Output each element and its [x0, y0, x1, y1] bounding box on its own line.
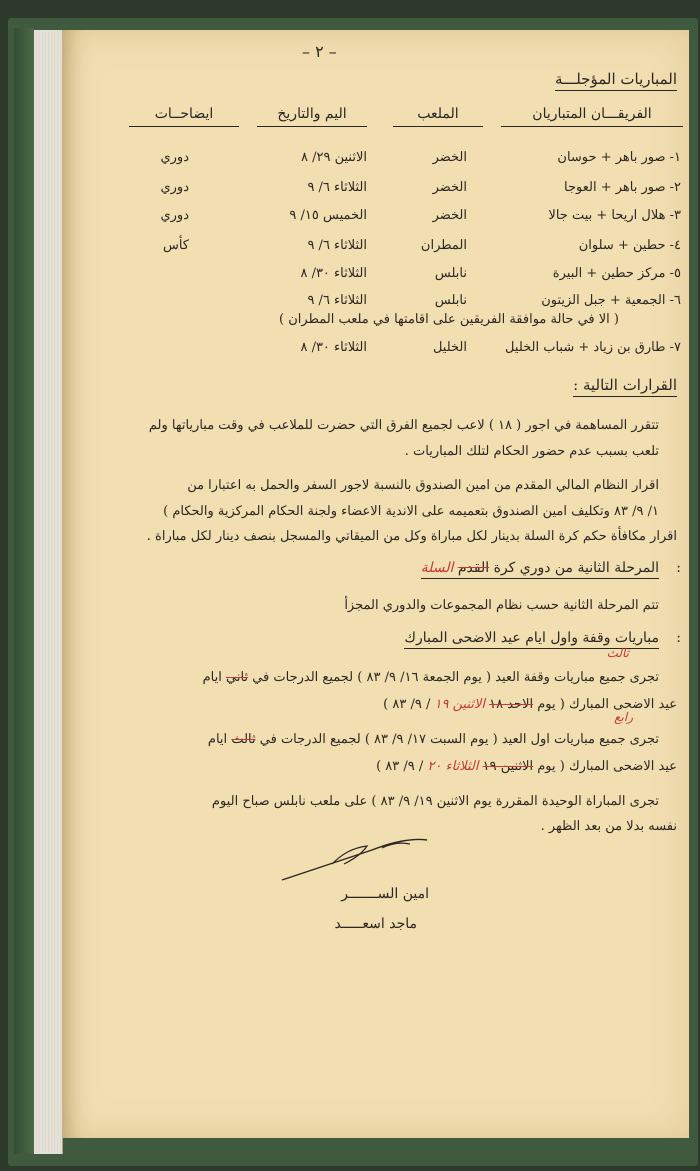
match-field: الخضر: [432, 208, 467, 223]
col-header-date: اليم والتاريخ: [257, 106, 367, 127]
col-header-field: الملعب: [393, 106, 483, 127]
eid-p3-line1: تجرى المباراة الوحيدة المقررة يوم الاثنين ١٩/ ٩/ ٨٣ ) على ملعب نابلس صباح اليوم: [211, 794, 659, 809]
stage2-handwritten-word: السلة: [420, 560, 454, 576]
match-note: دوري: [160, 150, 189, 165]
table-row: [62, 150, 689, 174]
eid-title: مباريات وقفة واول ايام عيد الاضحى المبارك: [404, 630, 659, 649]
match-teams: ٧- طارق بن زياد + شباب الخليل: [505, 340, 681, 355]
table-row: [62, 238, 689, 262]
col-header-notes: ايضاحــات: [129, 106, 239, 127]
eid-p2-hand-above: رابع: [614, 710, 633, 724]
col-header-teams: الفريقـــان المتباريان: [501, 106, 683, 127]
match-teams: ٣- هلال اريحا + بيت جالا: [548, 208, 681, 223]
stage2-title-text: المرحلة الثانية من دوري كرة: [493, 560, 659, 576]
table-row: [62, 208, 689, 232]
match-teams: ٢- صور باهر + العوجا: [564, 180, 681, 195]
table-row: [62, 340, 689, 364]
decision2-line1: اقرار النظام المالي المقدم من امين الصندوق بالنسبة لاجور السفر والحمل به اعتبارا من: [187, 478, 659, 493]
match-field: المطران: [420, 238, 467, 253]
match-date: الثلاثاء ٦/ ٩: [307, 293, 367, 308]
match-field: الخضر: [432, 180, 467, 195]
book-spine: [14, 28, 34, 1154]
match-field: نابلس: [434, 293, 467, 308]
eid-p2-line2: عيد الاضحى المبارك ( يوم الاثنين ١٩ الثلاثاء ٢٠ / ٩/ ٨٣ ): [376, 759, 677, 774]
match-field: نابلس: [434, 266, 467, 281]
match-date: الثلاثاء ٦/ ٩: [307, 238, 367, 253]
match-date: الاثنين ٢٩/ ٨: [301, 150, 367, 165]
signature-role: امين الســـــــر: [341, 886, 429, 902]
eid-p1-line1: تجرى جميع مباريات وقفة العيد ( يوم الجمعة ١٦/ ٩/ ٨٣ ) لجميع الدرجات في ثاني ايام: [202, 670, 659, 685]
match-date: الثلاثاء ٣٠/ ٨: [300, 266, 367, 281]
decisions-title: القرارات التالية :: [573, 376, 677, 397]
match-date: الخميس ١٥/ ٩: [289, 208, 367, 223]
match-note: دوري: [160, 180, 189, 195]
match-teams: ١- صور باهر + حوسان: [557, 150, 681, 165]
signature-scribble: [272, 830, 432, 890]
decision3: اقرار مكافأة حكم كرة السلة بدينار لكل مباراة وكل من الميقاتي والمسجل بنصف دينار لكل مباراة .: [146, 529, 677, 544]
match-note: دوري: [160, 208, 189, 223]
colon-mark: :: [676, 630, 681, 646]
match-teams: ٦- الجمعية + جبل الزيتون: [541, 293, 681, 308]
stage2-struck-word: القدم: [457, 560, 490, 576]
match-note: كأس: [162, 238, 189, 253]
table-row: [62, 266, 689, 290]
stage2-title: [421, 560, 659, 579]
section-title-postponed: المباريات المؤجلـــة: [555, 70, 677, 91]
page-stack-edge: [34, 30, 63, 1154]
eid-p1-line2: عيد الاضحى المبارك ( يوم الاحد ١٨ الاثنين ١٩ / ٩/ ٨٣ ): [383, 697, 677, 712]
signature-name: ماجد اسعـــــد: [334, 916, 417, 932]
match-field: الخليل: [432, 340, 467, 355]
colon-mark: :: [676, 560, 681, 576]
match-teams: ٥- مركز حطين + البيرة: [552, 266, 681, 281]
eid-p1-hand-above: ثالث: [606, 646, 629, 660]
match-date: الثلاثاء ٣٠/ ٨: [300, 340, 367, 355]
document-page: [62, 30, 689, 1138]
decision1-line1: تتقرر المساهمة في اجور ( ١٨ ) لاعب لجميع الفرق التي حضرت للملاعب في وقت مبارياتها ولم: [148, 418, 659, 433]
match-field: الخضر: [432, 150, 467, 165]
stage2-body: تتم المرحلة الثانية حسب نظام المجموعات والدوري المجزأ: [344, 598, 659, 613]
decision2-line2: ١/ ٩/ ٨٣ وتكليف امين الصندوق بتعميمه على الاندية الاعضاء ولجنة الحكام المركزية والحكام ): [163, 504, 659, 519]
table-row: [62, 180, 689, 204]
page-number: – ٢ –: [302, 42, 337, 61]
match6-condition: ( الا في حالة موافقة الفريقين على اقامتها في ملعب المطران ): [279, 312, 619, 327]
match-date: الثلاثاء ٦/ ٩: [307, 180, 367, 195]
eid-p2-line1: تجرى جميع مباريات اول العيد ( يوم السبت ١٧/ ٩/ ٨٣ ) لجميع الدرجات في ثالث ايام: [207, 732, 659, 747]
match-teams: ٤- حطين + سلوان: [578, 238, 681, 253]
eid-p3-line2: نفسه بدلا من بعد الظهر .: [540, 819, 677, 834]
decision1-line2: تلعب بسبب عدم حضور الحكام لتلك المباريات .: [404, 444, 659, 459]
